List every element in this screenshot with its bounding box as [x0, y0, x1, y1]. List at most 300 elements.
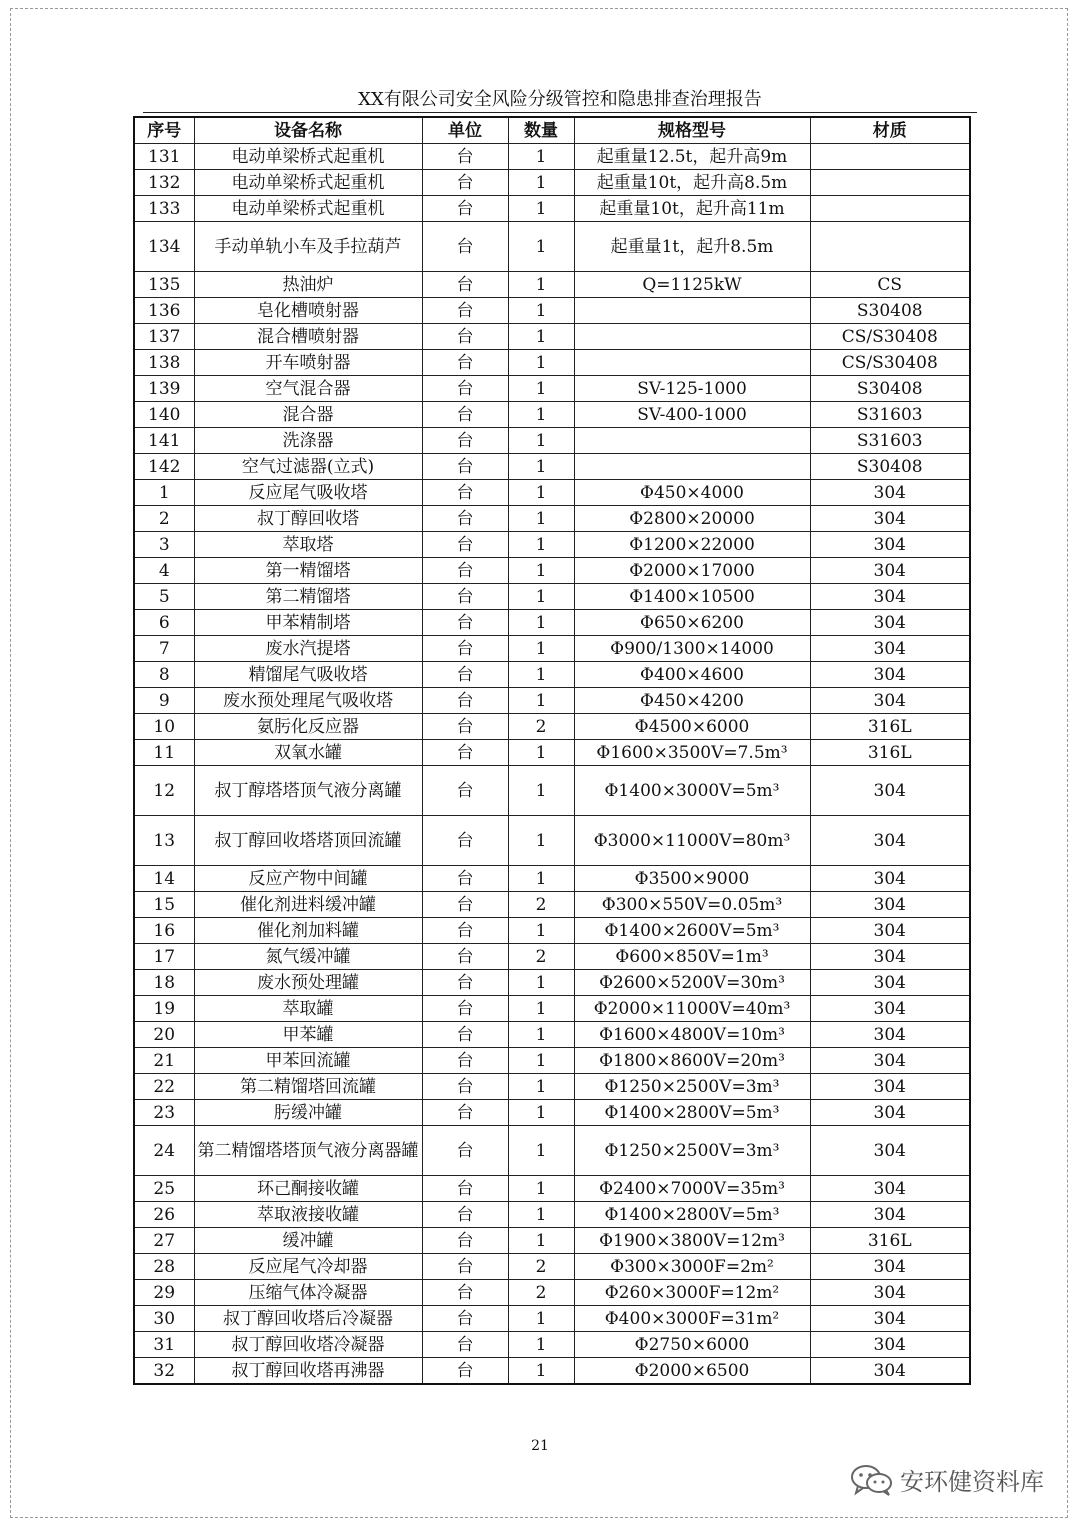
table-row [134, 662, 970, 688]
cell-index: 18 [134, 970, 194, 996]
cell-unit: 台 [422, 350, 508, 376]
cell-material: S30408 [810, 376, 970, 402]
cell-name: 氮气缓冲罐 [194, 944, 422, 970]
wechat-icon [850, 1463, 894, 1497]
table-row [134, 506, 970, 532]
cell-index: 26 [134, 1202, 194, 1228]
header-material: 材质 [810, 117, 970, 144]
cell-unit: 台 [422, 506, 508, 532]
cell-unit: 台 [422, 688, 508, 714]
cell-unit: 台 [422, 196, 508, 222]
cell-unit: 台 [422, 324, 508, 350]
cell-quantity: 1 [508, 688, 574, 714]
cell-unit: 台 [422, 558, 508, 584]
cell-spec: 起重量1t，起升8.5m [574, 222, 810, 272]
cell-index: 9 [134, 688, 194, 714]
cell-unit: 台 [422, 1228, 508, 1254]
table-row [134, 1332, 970, 1358]
cell-index: 23 [134, 1100, 194, 1126]
cell-spec: 起重量10t，起升高8.5m [574, 170, 810, 196]
cell-name: 双氧水罐 [194, 740, 422, 766]
cell-name: 甲苯罐 [194, 1022, 422, 1048]
cell-unit: 台 [422, 1280, 508, 1306]
cell-material [810, 170, 970, 196]
cell-spec: Φ4500×6000 [574, 714, 810, 740]
cell-quantity: 1 [508, 324, 574, 350]
table-row [134, 170, 970, 196]
cell-name: 电动单梁桥式起重机 [194, 170, 422, 196]
cell-material: 304 [810, 532, 970, 558]
cell-material: 304 [810, 1202, 970, 1228]
cell-material: 316L [810, 1228, 970, 1254]
table-header-row [134, 117, 970, 144]
cell-spec [574, 298, 810, 324]
cell-spec [574, 454, 810, 480]
cell-quantity: 1 [508, 996, 574, 1022]
table-row [134, 918, 970, 944]
cell-index: 134 [134, 222, 194, 272]
cell-index: 11 [134, 740, 194, 766]
cell-index: 1 [134, 480, 194, 506]
cell-material: 304 [810, 1358, 970, 1385]
cell-index: 142 [134, 454, 194, 480]
cell-spec: Φ1800×8600V=20m³ [574, 1048, 810, 1074]
cell-material: 304 [810, 766, 970, 816]
table-row [134, 714, 970, 740]
cell-spec: Φ2600×5200V=30m³ [574, 970, 810, 996]
cell-material: 304 [810, 1048, 970, 1074]
table-row [134, 584, 970, 610]
cell-name: 洗涤器 [194, 428, 422, 454]
table-row [134, 558, 970, 584]
cell-spec: Φ1250×2500V=3m³ [574, 1074, 810, 1100]
cell-unit: 台 [422, 1306, 508, 1332]
cell-quantity: 1 [508, 866, 574, 892]
cell-unit: 台 [422, 1358, 508, 1385]
cell-spec: Φ1400×2800V=5m³ [574, 1202, 810, 1228]
cell-quantity: 1 [508, 1332, 574, 1358]
cell-spec: SV-125-1000 [574, 376, 810, 402]
cell-index: 140 [134, 402, 194, 428]
cell-name: 甲苯回流罐 [194, 1048, 422, 1074]
watermark [850, 1462, 1044, 1497]
cell-material: 304 [810, 636, 970, 662]
cell-quantity: 2 [508, 1280, 574, 1306]
cell-material: 304 [810, 1176, 970, 1202]
cell-index: 138 [134, 350, 194, 376]
cell-name: 叔丁醇塔塔顶气液分离罐 [194, 766, 422, 816]
cell-index: 8 [134, 662, 194, 688]
cell-unit: 台 [422, 532, 508, 558]
cell-quantity: 1 [508, 1176, 574, 1202]
table-row [134, 1280, 970, 1306]
cell-index: 2 [134, 506, 194, 532]
cell-unit: 台 [422, 1254, 508, 1280]
cell-quantity: 1 [508, 1358, 574, 1385]
cell-unit: 台 [422, 144, 508, 170]
cell-name: 氨肟化反应器 [194, 714, 422, 740]
cell-material: S31603 [810, 402, 970, 428]
cell-index: 19 [134, 996, 194, 1022]
cell-material: 304 [810, 688, 970, 714]
cell-quantity: 1 [508, 918, 574, 944]
table-row [134, 454, 970, 480]
cell-name: 废水汽提塔 [194, 636, 422, 662]
cell-index: 17 [134, 944, 194, 970]
cell-index: 28 [134, 1254, 194, 1280]
cell-unit: 台 [422, 402, 508, 428]
cell-spec: Φ650×6200 [574, 610, 810, 636]
cell-spec: SV-400-1000 [574, 402, 810, 428]
cell-material [810, 144, 970, 170]
cell-spec: Φ1600×3500V=7.5m³ [574, 740, 810, 766]
table-row [134, 1254, 970, 1280]
cell-name: 热油炉 [194, 272, 422, 298]
table-row [134, 766, 970, 816]
cell-material: 304 [810, 892, 970, 918]
cell-quantity: 1 [508, 558, 574, 584]
cell-spec: Φ2000×6500 [574, 1358, 810, 1385]
cell-name: 压缩气体冷凝器 [194, 1280, 422, 1306]
table-row [134, 196, 970, 222]
cell-quantity: 1 [508, 1048, 574, 1074]
cell-quantity: 1 [508, 454, 574, 480]
table-row [134, 222, 970, 272]
cell-name: 缓冲罐 [194, 1228, 422, 1254]
table-row [134, 1306, 970, 1332]
cell-quantity: 1 [508, 636, 574, 662]
cell-quantity: 1 [508, 816, 574, 866]
cell-material: 304 [810, 996, 970, 1022]
cell-unit: 台 [422, 944, 508, 970]
watermark-text: 安环健资料库 [900, 1468, 1044, 1496]
cell-unit: 台 [422, 892, 508, 918]
cell-quantity: 2 [508, 714, 574, 740]
cell-name: 反应尾气冷却器 [194, 1254, 422, 1280]
cell-spec: Φ300×3000F=2m² [574, 1254, 810, 1280]
cell-name: 反应产物中间罐 [194, 866, 422, 892]
cell-index: 31 [134, 1332, 194, 1358]
table-row [134, 144, 970, 170]
cell-quantity: 2 [508, 1254, 574, 1280]
cell-unit: 台 [422, 636, 508, 662]
cell-index: 10 [134, 714, 194, 740]
header-unit: 单位 [422, 117, 508, 144]
cell-material: 304 [810, 1332, 970, 1358]
cell-quantity: 1 [508, 298, 574, 324]
cell-unit: 台 [422, 272, 508, 298]
cell-name: 空气混合器 [194, 376, 422, 402]
cell-name: 叔丁醇回收塔后冷凝器 [194, 1306, 422, 1332]
table-row [134, 324, 970, 350]
table-row [134, 272, 970, 298]
cell-index: 24 [134, 1126, 194, 1176]
cell-quantity: 1 [508, 532, 574, 558]
cell-name: 催化剂加料罐 [194, 918, 422, 944]
cell-material [810, 196, 970, 222]
cell-material: 304 [810, 944, 970, 970]
cell-quantity: 1 [508, 350, 574, 376]
cell-spec: 起重量12.5t，起升高9m [574, 144, 810, 170]
cell-spec: Φ450×4000 [574, 480, 810, 506]
cell-quantity: 2 [508, 892, 574, 918]
cell-material: 304 [810, 866, 970, 892]
cell-unit: 台 [422, 918, 508, 944]
cell-index: 21 [134, 1048, 194, 1074]
cell-quantity: 1 [508, 402, 574, 428]
cell-name: 反应尾气吸收塔 [194, 480, 422, 506]
cell-quantity: 1 [508, 1126, 574, 1176]
cell-quantity: 1 [508, 144, 574, 170]
cell-quantity: 2 [508, 944, 574, 970]
table-row [134, 350, 970, 376]
table-row [134, 1176, 970, 1202]
cell-material: 304 [810, 1100, 970, 1126]
cell-quantity: 1 [508, 506, 574, 532]
cell-name: 环己酮接收罐 [194, 1176, 422, 1202]
cell-name: 第二精馏塔回流罐 [194, 1074, 422, 1100]
cell-material: 316L [810, 740, 970, 766]
cell-name: 废水预处理尾气吸收塔 [194, 688, 422, 714]
cell-name: 废水预处理罐 [194, 970, 422, 996]
cell-index: 132 [134, 170, 194, 196]
cell-material: 304 [810, 1126, 970, 1176]
cell-name: 第二精馏塔 [194, 584, 422, 610]
cell-spec: Φ450×4200 [574, 688, 810, 714]
cell-name: 混合器 [194, 402, 422, 428]
cell-name: 空气过滤器(立式) [194, 454, 422, 480]
cell-index: 137 [134, 324, 194, 350]
cell-unit: 台 [422, 1126, 508, 1176]
header-quantity: 数量 [508, 117, 574, 144]
cell-quantity: 1 [508, 1100, 574, 1126]
table-row [134, 610, 970, 636]
cell-quantity: 1 [508, 766, 574, 816]
table-row [134, 970, 970, 996]
cell-index: 13 [134, 816, 194, 866]
table-row [134, 1202, 970, 1228]
cell-material: S30408 [810, 298, 970, 324]
cell-quantity: 1 [508, 272, 574, 298]
cell-index: 3 [134, 532, 194, 558]
cell-index: 29 [134, 1280, 194, 1306]
cell-material: 304 [810, 506, 970, 532]
cell-index: 32 [134, 1358, 194, 1385]
cell-unit: 台 [422, 1048, 508, 1074]
cell-unit: 台 [422, 816, 508, 866]
cell-material: 304 [810, 584, 970, 610]
cell-spec: Φ400×4600 [574, 662, 810, 688]
cell-material: 304 [810, 558, 970, 584]
cell-unit: 台 [422, 222, 508, 272]
cell-spec: Φ300×550V=0.05m³ [574, 892, 810, 918]
cell-unit: 台 [422, 1176, 508, 1202]
cell-name: 精馏尾气吸收塔 [194, 662, 422, 688]
table-row [134, 866, 970, 892]
cell-unit: 台 [422, 1074, 508, 1100]
cell-quantity: 1 [508, 1074, 574, 1100]
cell-index: 141 [134, 428, 194, 454]
cell-spec: Φ1250×2500V=3m³ [574, 1126, 810, 1176]
cell-spec: Φ400×3000F=31m² [574, 1306, 810, 1332]
table-row [134, 532, 970, 558]
cell-quantity: 1 [508, 1202, 574, 1228]
cell-quantity: 1 [508, 196, 574, 222]
cell-quantity: 1 [508, 480, 574, 506]
cell-spec: Φ2750×6000 [574, 1332, 810, 1358]
cell-name: 电动单梁桥式起重机 [194, 196, 422, 222]
cell-material [810, 222, 970, 272]
cell-spec [574, 324, 810, 350]
cell-name: 萃取塔 [194, 532, 422, 558]
cell-material: 304 [810, 610, 970, 636]
table-row [134, 636, 970, 662]
cell-unit: 台 [422, 454, 508, 480]
table-row [134, 1126, 970, 1176]
cell-index: 16 [134, 918, 194, 944]
table-row [134, 892, 970, 918]
equipment-table [133, 116, 971, 1385]
cell-name: 手动单轨小车及手拉葫芦 [194, 222, 422, 272]
cell-unit: 台 [422, 1202, 508, 1228]
cell-name: 肟缓冲罐 [194, 1100, 422, 1126]
table-row [134, 1022, 970, 1048]
cell-material: S30408 [810, 454, 970, 480]
cell-quantity: 1 [508, 1306, 574, 1332]
table-row [134, 376, 970, 402]
header-name: 设备名称 [194, 117, 422, 144]
cell-spec: Φ900/1300×14000 [574, 636, 810, 662]
cell-spec: 起重量10t，起升高11m [574, 196, 810, 222]
table-row [134, 996, 970, 1022]
cell-name: 皂化槽喷射器 [194, 298, 422, 324]
cell-name: 叔丁醇回收塔塔顶回流罐 [194, 816, 422, 866]
cell-index: 135 [134, 272, 194, 298]
cell-quantity: 1 [508, 1022, 574, 1048]
cell-quantity: 1 [508, 610, 574, 636]
cell-material: 304 [810, 1280, 970, 1306]
table-row [134, 1048, 970, 1074]
cell-index: 131 [134, 144, 194, 170]
table-row [134, 1100, 970, 1126]
cell-spec: Φ3000×11000V=80m³ [574, 816, 810, 866]
cell-name: 催化剂进料缓冲罐 [194, 892, 422, 918]
cell-index: 5 [134, 584, 194, 610]
cell-index: 14 [134, 866, 194, 892]
cell-index: 6 [134, 610, 194, 636]
cell-unit: 台 [422, 996, 508, 1022]
cell-quantity: 1 [508, 376, 574, 402]
cell-spec: Φ3500×9000 [574, 866, 810, 892]
cell-name: 萃取液接收罐 [194, 1202, 422, 1228]
cell-index: 20 [134, 1022, 194, 1048]
header-index: 序号 [134, 117, 194, 144]
cell-name: 电动单梁桥式起重机 [194, 144, 422, 170]
cell-material: 304 [810, 1306, 970, 1332]
cell-name: 叔丁醇回收塔 [194, 506, 422, 532]
table-row [134, 688, 970, 714]
cell-unit: 台 [422, 714, 508, 740]
cell-material: 304 [810, 480, 970, 506]
table-row [134, 480, 970, 506]
cell-spec: Φ2000×17000 [574, 558, 810, 584]
cell-material: S31603 [810, 428, 970, 454]
cell-index: 133 [134, 196, 194, 222]
cell-name: 第一精馏塔 [194, 558, 422, 584]
cell-material: 316L [810, 714, 970, 740]
cell-index: 27 [134, 1228, 194, 1254]
cell-material: 304 [810, 1074, 970, 1100]
cell-spec [574, 350, 810, 376]
cell-unit: 台 [422, 1332, 508, 1358]
cell-unit: 台 [422, 584, 508, 610]
table-row [134, 402, 970, 428]
cell-material: CS/S30408 [810, 324, 970, 350]
cell-unit: 台 [422, 428, 508, 454]
cell-unit: 台 [422, 480, 508, 506]
cell-name: 萃取罐 [194, 996, 422, 1022]
cell-quantity: 1 [508, 428, 574, 454]
cell-index: 12 [134, 766, 194, 816]
cell-index: 7 [134, 636, 194, 662]
cell-unit: 台 [422, 170, 508, 196]
cell-spec: Φ600×850V=1m³ [574, 944, 810, 970]
cell-unit: 台 [422, 610, 508, 636]
cell-unit: 台 [422, 766, 508, 816]
cell-spec: Φ1200×22000 [574, 532, 810, 558]
cell-index: 25 [134, 1176, 194, 1202]
cell-quantity: 1 [508, 662, 574, 688]
cell-index: 136 [134, 298, 194, 324]
page-number: 21 [531, 1438, 549, 1454]
cell-name: 第二精馏塔塔顶气液分离器罐 [194, 1126, 422, 1176]
cell-spec: Φ1400×3000V=5m³ [574, 766, 810, 816]
cell-spec: Φ1600×4800V=10m³ [574, 1022, 810, 1048]
table-row [134, 1358, 970, 1385]
cell-spec: Φ2400×7000V=35m³ [574, 1176, 810, 1202]
cell-material: 304 [810, 1254, 970, 1280]
cell-spec: Φ2800×20000 [574, 506, 810, 532]
cell-quantity: 1 [508, 222, 574, 272]
cell-name: 叔丁醇回收塔再沸器 [194, 1358, 422, 1385]
cell-unit: 台 [422, 1100, 508, 1126]
cell-spec: Q=1125kW [574, 272, 810, 298]
cell-quantity: 1 [508, 740, 574, 766]
cell-spec: Φ1900×3800V=12m³ [574, 1228, 810, 1254]
cell-unit: 台 [422, 298, 508, 324]
table-row [134, 298, 970, 324]
document-title: XX有限公司安全风险分级管控和隐患排查治理报告 [143, 88, 977, 113]
cell-unit: 台 [422, 1022, 508, 1048]
cell-spec: Φ1400×2600V=5m³ [574, 918, 810, 944]
cell-unit: 台 [422, 662, 508, 688]
cell-unit: 台 [422, 376, 508, 402]
table-row [134, 1074, 970, 1100]
cell-name: 甲苯精制塔 [194, 610, 422, 636]
cell-material: 304 [810, 1022, 970, 1048]
cell-unit: 台 [422, 866, 508, 892]
cell-name: 开车喷射器 [194, 350, 422, 376]
header-spec: 规格型号 [574, 117, 810, 144]
cell-spec: Φ2000×11000V=40m³ [574, 996, 810, 1022]
cell-spec: Φ1400×10500 [574, 584, 810, 610]
cell-quantity: 1 [508, 170, 574, 196]
table-row [134, 816, 970, 866]
table-row [134, 428, 970, 454]
cell-unit: 台 [422, 740, 508, 766]
cell-name: 叔丁醇回收塔冷凝器 [194, 1332, 422, 1358]
cell-spec: Φ1400×2800V=5m³ [574, 1100, 810, 1126]
